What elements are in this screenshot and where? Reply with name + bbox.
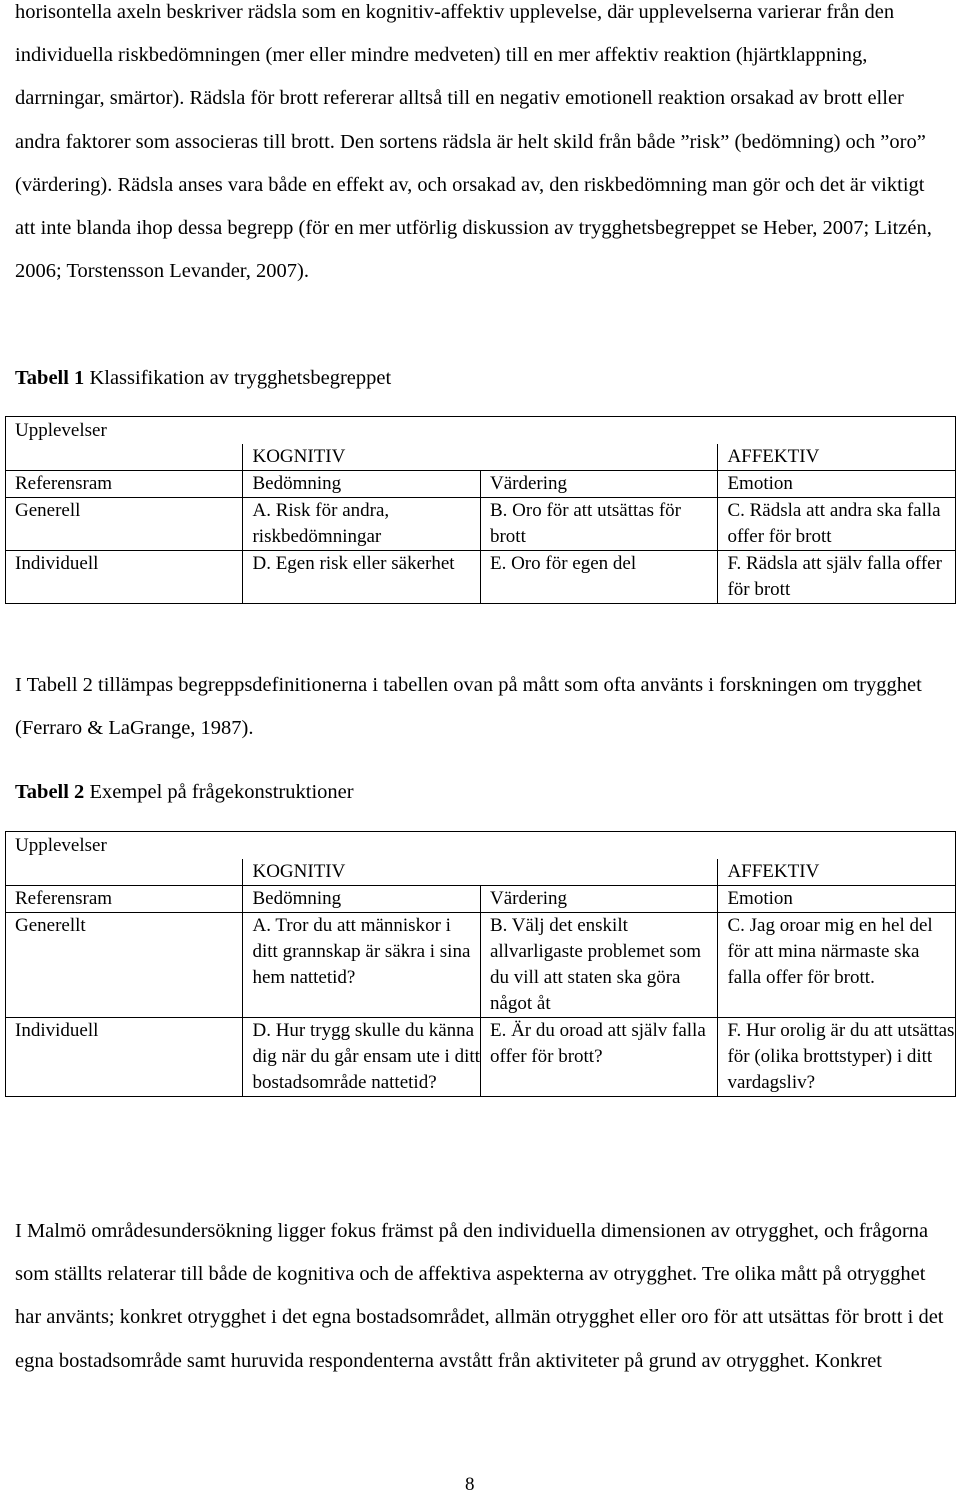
table-cell-empty	[6, 859, 243, 886]
table-1-caption	[15, 366, 391, 390]
table-cell: D. Egen risk eller säkerhet	[243, 551, 480, 604]
table-header-row	[6, 471, 956, 498]
table-2-caption	[15, 780, 354, 804]
table-row	[6, 498, 956, 551]
table-cell-upplevelser: Upplevelser	[6, 417, 956, 445]
table-row	[6, 417, 956, 445]
table-header-cell: Bedömning	[243, 471, 480, 498]
page-number: 8	[465, 1474, 475, 1495]
table-cell-affektiv: AFFEKTIV	[718, 444, 956, 471]
table-row	[6, 551, 956, 604]
table-cell: Generell	[6, 498, 243, 551]
table-cell: B. Oro för att utsättas för brott	[480, 498, 717, 551]
table-2-caption-label: Tabell 2	[15, 781, 85, 803]
paragraph-3: I Malmö områdesundersökning ligger fokus främst på den individuella dimensionen av otrygghet, och frågorna som ställts relaterar till både de kognitiva och de affektiva aspekterna av otrygghet. Tre olika mått på otrygghet har använts; konkret otrygghet i det egna bostadsområdet, allmän otrygghet eller oro för att utsättas för brott i det egna bostadsområde samt huruvida respondenterna avstått från aktiviteter på grund av otrygghet. Konkret	[15, 1220, 944, 1372]
table-cell-upplevelser: Upplevelser	[6, 832, 956, 860]
table-row	[6, 859, 956, 886]
table-cell: E. Oro för egen del	[480, 551, 717, 604]
table-cell-kognitiv: KOGNITIV	[243, 444, 718, 471]
table-row	[6, 913, 956, 1018]
table-cell: E. Är du oroad att själv falla offer för brott?	[480, 1018, 717, 1097]
table-cell: A. Risk för andra, riskbedömningar	[243, 498, 480, 551]
paragraph-2: I Tabell 2 tillämpas begreppsdefinitionerna i tabellen ovan på mått som ofta använts i forskningen om trygghet (Ferraro & LaGrange, 1987).	[15, 674, 922, 740]
table-cell: A. Tror du att människor i ditt grannskap är säkra i sina hem nattetid?	[243, 913, 480, 1018]
table-cell: F. Hur orolig är du att utsättas för (olika brottstyper) i ditt vardagsliv?	[718, 1018, 956, 1097]
table-header-cell: Värdering	[480, 471, 717, 498]
table-row	[6, 444, 956, 471]
table-2	[5, 831, 956, 1097]
table-cell: D. Hur trygg skulle du känna dig när du går ensam ute i ditt bostadsområde nattetid?	[243, 1018, 480, 1097]
table-row	[6, 832, 956, 860]
table-cell: C. Rädsla att andra ska falla offer för brott	[718, 498, 956, 551]
table-2-caption-text: Exempel på frågekonstruktioner	[84, 781, 354, 803]
table-cell: Generellt	[6, 913, 243, 1018]
table-cell-kognitiv: KOGNITIV	[243, 859, 718, 886]
table-1-caption-label: Tabell 1	[15, 367, 85, 389]
table-header-cell: Värdering	[480, 886, 717, 913]
table-1	[5, 416, 956, 604]
table-cell: B. Välj det enskilt allvarligaste problemet som du vill att staten ska göra något åt	[480, 913, 717, 1018]
table-row	[6, 1018, 956, 1097]
table-cell: Individuell	[6, 551, 243, 604]
table-cell: Individuell	[6, 1018, 243, 1097]
table-header-cell: Emotion	[718, 471, 956, 498]
table-cell: C. Jag oroar mig en hel del för att mina närmaste ska falla offer för brott.	[718, 913, 956, 1018]
table-header-cell: Referensram	[6, 471, 243, 498]
table-cell: F. Rädsla att själv falla offer för brott	[718, 551, 956, 604]
table-header-row	[6, 886, 956, 913]
table-header-cell: Emotion	[718, 886, 956, 913]
table-cell-empty	[6, 444, 243, 471]
table-1-caption-text: Klassifikation av trygghetsbegreppet	[84, 367, 392, 389]
table-header-cell: Bedömning	[243, 886, 480, 913]
paragraph-1: horisontella axeln beskriver rädsla som en kognitiv-affektiv upplevelse, där upplevelserna varierar från den individuella riskbedömningen (mer eller mindre medveten) till en mer affektiv reaktion (hjärtklappning, darrningar, smärtor). Rädsla för brott refererar alltså till en negativ emotionell reaktion orsakad av brott eller andra faktorer som associeras till brott. Den sortens rädsla är helt skild från både ”risk” (bedömning) och ”oro” (värdering). Rädsla anses vara både en effekt av, och orsakad av, den riskbedömning man gör och det är viktigt att inte blanda ihop dessa begrepp (för en mer utförlig diskussion av trygghetsbegreppet se Heber, 2007; Litzén, 2006; Torstensson Levander, 2007).	[15, 1, 932, 283]
table-cell-affektiv: AFFEKTIV	[718, 859, 956, 886]
table-header-cell: Referensram	[6, 886, 243, 913]
